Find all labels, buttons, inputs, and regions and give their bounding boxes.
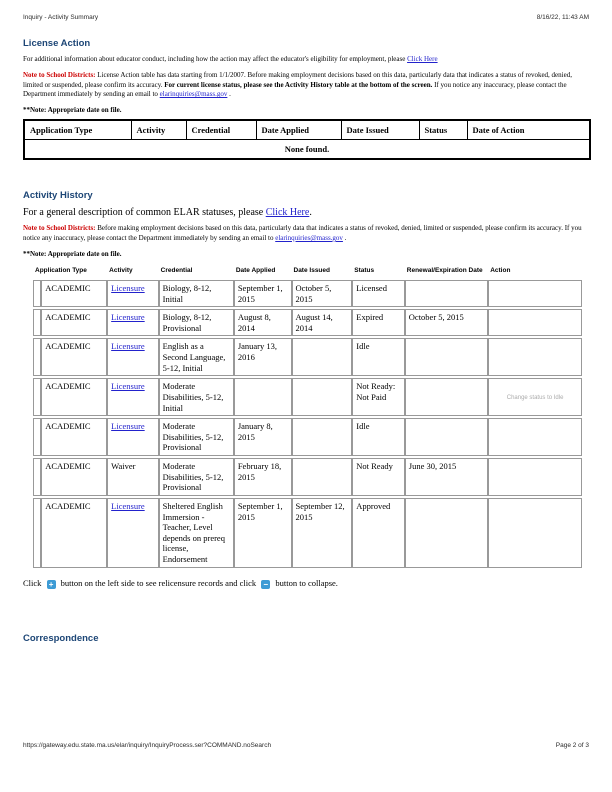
date-issued-cell xyxy=(292,458,353,496)
elar-statuses-suffix: . xyxy=(309,207,312,219)
expand-plus-icon: + xyxy=(47,580,56,589)
license-action-heading: License Action xyxy=(23,38,91,49)
ah-col-date-issued: Date Issued xyxy=(293,266,330,274)
print-datetime: 8/16/22, 11:43 AM xyxy=(536,14,589,21)
license-action-district-note xyxy=(23,71,589,100)
expander-legend xyxy=(23,578,589,589)
licensure-link[interactable]: Licensure xyxy=(111,312,145,323)
date-issued-cell xyxy=(292,378,353,416)
activity-cell xyxy=(107,338,158,376)
license-action-intro xyxy=(23,55,589,65)
status-cell: Expired xyxy=(352,309,405,336)
row-expander-cell xyxy=(33,309,41,336)
application-type-cell: ACADEMIC xyxy=(41,280,107,307)
page-title: Inquiry - Activity Summary xyxy=(23,14,99,21)
la-col-status: Status xyxy=(419,120,467,140)
note-to-districts-label: Note to School Districts: xyxy=(23,70,96,79)
renewal-expiration-cell xyxy=(405,418,488,456)
correspondence-heading: Correspondence xyxy=(23,632,99,644)
date-applied-cell: January 8, 2015 xyxy=(234,418,292,456)
action-cell xyxy=(488,418,582,456)
activity-history-note-text: Before making employment decisions based on this data, particularly data that indicates a status of revoked, denied, limited or suspended, please confirm its accuracy. If you notice any inaccuracy, please contact the Department immediately by sending an email to xyxy=(23,224,582,242)
license-action-note-text-1: License Action table has data starting from 1/1/2007. Before making employment decisions based on this data, particularly data that indicates a status of revoked, denied, limited or suspended, please confirm its accuracy. xyxy=(23,70,572,89)
date-applied-cell: September 1, 2015 xyxy=(234,280,292,307)
la-col-activity: Activity xyxy=(131,120,186,140)
status-cell: Not Ready xyxy=(352,458,405,496)
none-found-cell: None found. xyxy=(24,140,590,160)
row-expander-cell xyxy=(33,378,41,416)
status-cell: Idle xyxy=(352,338,405,376)
print-url: https://gateway.edu.state.ma.us/elar/inquiry/InquiryProcess.ser?COMMAND.noSearch xyxy=(23,742,272,749)
application-type-cell: ACADEMIC xyxy=(41,378,107,416)
la-col-credential: Credential xyxy=(186,120,256,140)
activity-history-row xyxy=(33,418,582,456)
application-type-cell: ACADEMIC xyxy=(41,418,107,456)
action-cell xyxy=(488,498,582,568)
action-cell xyxy=(488,338,582,376)
date-applied-cell xyxy=(234,378,292,416)
activity-cell xyxy=(107,498,158,568)
ah-col-application-type: Application Type xyxy=(35,266,87,274)
activity-history-header-row xyxy=(33,265,582,278)
activity-history-row xyxy=(33,338,582,376)
credential-cell: Biology, 8-12, Provisional xyxy=(159,309,234,336)
ah-col-credential: Credential xyxy=(160,266,193,274)
credential-cell: Sheltered English Immersion - Teacher, Level depends on prereq license, Endorsement xyxy=(159,498,234,568)
action-cell xyxy=(488,378,582,416)
licensure-link[interactable]: Licensure xyxy=(111,500,145,511)
row-expander-cell xyxy=(33,418,41,456)
page-number: Page 2 of 3 xyxy=(555,742,589,749)
la-col-date-issued: Date Issued xyxy=(341,120,419,140)
license-action-note-suffix: . xyxy=(229,90,231,99)
legend-text-3: button to collapse. xyxy=(275,577,338,588)
renewal-expiration-cell: June 30, 2015 xyxy=(405,458,488,496)
action-cell xyxy=(488,280,582,307)
status-cell: Approved xyxy=(352,498,405,568)
license-action-table xyxy=(23,119,591,160)
la-col-application-type: Application Type xyxy=(24,120,131,140)
ah-col-date-applied: Date Applied xyxy=(235,266,276,274)
la-col-date-applied: Date Applied xyxy=(256,120,341,140)
date-issued-cell: August 14, 2014 xyxy=(292,309,353,336)
row-expander-cell xyxy=(33,338,41,376)
activity-history-row xyxy=(33,498,582,568)
license-action-date-note: **Note: Appropriate date on file. xyxy=(23,106,122,115)
license-action-header-row xyxy=(24,120,590,140)
renewal-expiration-cell xyxy=(405,498,488,568)
activity-history-body xyxy=(33,280,582,568)
collapse-minus-icon: − xyxy=(261,580,270,589)
activity-history-row xyxy=(33,309,582,336)
date-issued-cell: September 12, 2015 xyxy=(292,498,353,568)
activity-history-table xyxy=(33,263,582,570)
date-applied-cell: February 18, 2015 xyxy=(234,458,292,496)
renewal-expiration-cell xyxy=(405,280,488,307)
credential-cell: Moderate Disabilities, 5-12, Provisional xyxy=(159,418,234,456)
elar-statuses-line xyxy=(23,207,589,218)
renewal-expiration-cell: October 5, 2015 xyxy=(405,309,488,336)
activity-cell xyxy=(107,309,158,336)
action-cell xyxy=(488,458,582,496)
application-type-cell: ACADEMIC xyxy=(41,338,107,376)
date-applied-cell: January 13, 2016 xyxy=(234,338,292,376)
credential-cell: Biology, 8-12, Initial xyxy=(159,280,234,307)
date-applied-cell: September 1, 2015 xyxy=(234,498,292,568)
licensure-link[interactable]: Licensure xyxy=(111,421,145,432)
activity-history-row xyxy=(33,458,582,496)
activity-history-note-suffix: . xyxy=(344,233,347,242)
ah-col-renewal-expiration: Renewal/Expiration Date xyxy=(406,266,483,274)
activity-cell: Waiver xyxy=(107,458,158,496)
row-expander-cell xyxy=(33,280,41,307)
note-to-districts-label-2: Note to School Districts: xyxy=(23,224,96,233)
print-footer xyxy=(23,742,589,749)
change-status-to-idle-link[interactable]: Change status to Idle xyxy=(506,395,564,402)
activity-cell xyxy=(107,280,158,307)
license-action-intro-text: For additional information about educator conduct, including how the action may affect the educator's eligibility for employment, please xyxy=(23,55,406,63)
elar-statuses-click-here-link[interactable]: Click Here xyxy=(265,207,310,219)
action-cell xyxy=(488,309,582,336)
status-cell: Not Ready: Not Paid xyxy=(352,378,405,416)
status-cell: Licensed xyxy=(352,280,405,307)
activity-history-district-note xyxy=(23,224,589,244)
credential-cell: Moderate Disabilities, 5-12, Initial xyxy=(159,378,234,416)
date-applied-cell: August 8, 2014 xyxy=(234,309,292,336)
licensure-link[interactable]: Licensure xyxy=(111,341,145,352)
ah-col-action: Action xyxy=(490,266,511,274)
licensure-link[interactable]: Licensure xyxy=(111,282,145,293)
status-cell: Idle xyxy=(352,418,405,456)
elar-inquiries-email-link-2[interactable]: elarinquiries@mass.gov xyxy=(275,233,343,242)
ah-col-status: Status xyxy=(354,266,375,274)
license-action-note-text-2: If you notice any inaccuracy, please contact the Department immediately by sending an email to xyxy=(23,80,567,99)
row-expander-cell xyxy=(33,498,41,568)
renewal-expiration-cell xyxy=(405,378,488,416)
application-type-cell: ACADEMIC xyxy=(41,498,107,568)
date-issued-cell xyxy=(292,418,353,456)
activity-history-date-note: **Note: Appropriate date on file. xyxy=(23,249,122,258)
conduct-click-here-link[interactable]: Click Here xyxy=(407,55,438,63)
credential-cell: English as a Second Language, 5-12, Initial xyxy=(159,338,234,376)
elar-statuses-text: For a general description of common ELAR statuses, please xyxy=(23,207,264,219)
renewal-expiration-cell xyxy=(405,338,488,376)
application-type-cell: ACADEMIC xyxy=(41,309,107,336)
print-header xyxy=(23,14,589,21)
license-action-note-bold: For current license status, please see the Activity History table at the bottom of the screen. xyxy=(164,80,433,89)
activity-history-heading: Activity History xyxy=(23,190,93,202)
activity-cell xyxy=(107,378,158,416)
elar-inquiries-email-link[interactable]: elarinquiries@mass.gov xyxy=(159,90,228,99)
activity-history-row xyxy=(33,280,582,307)
la-col-date-of-action: Date of Action xyxy=(467,120,590,140)
date-issued-cell: October 5, 2015 xyxy=(292,280,353,307)
licensure-link[interactable]: Licensure xyxy=(111,381,145,392)
credential-cell: Moderate Disabilities, 5-12, Provisional xyxy=(159,458,234,496)
legend-text-1: Click xyxy=(23,577,42,588)
activity-cell xyxy=(107,418,158,456)
row-expander-cell xyxy=(33,458,41,496)
application-type-cell: ACADEMIC xyxy=(41,458,107,496)
legend-text-2: button on the left side to see relicensure records and click xyxy=(60,577,257,588)
activity-history-row xyxy=(33,378,582,416)
date-issued-cell xyxy=(292,338,353,376)
license-action-empty-row xyxy=(24,140,590,160)
ah-col-activity: Activity xyxy=(109,266,133,274)
page-content xyxy=(23,38,589,650)
